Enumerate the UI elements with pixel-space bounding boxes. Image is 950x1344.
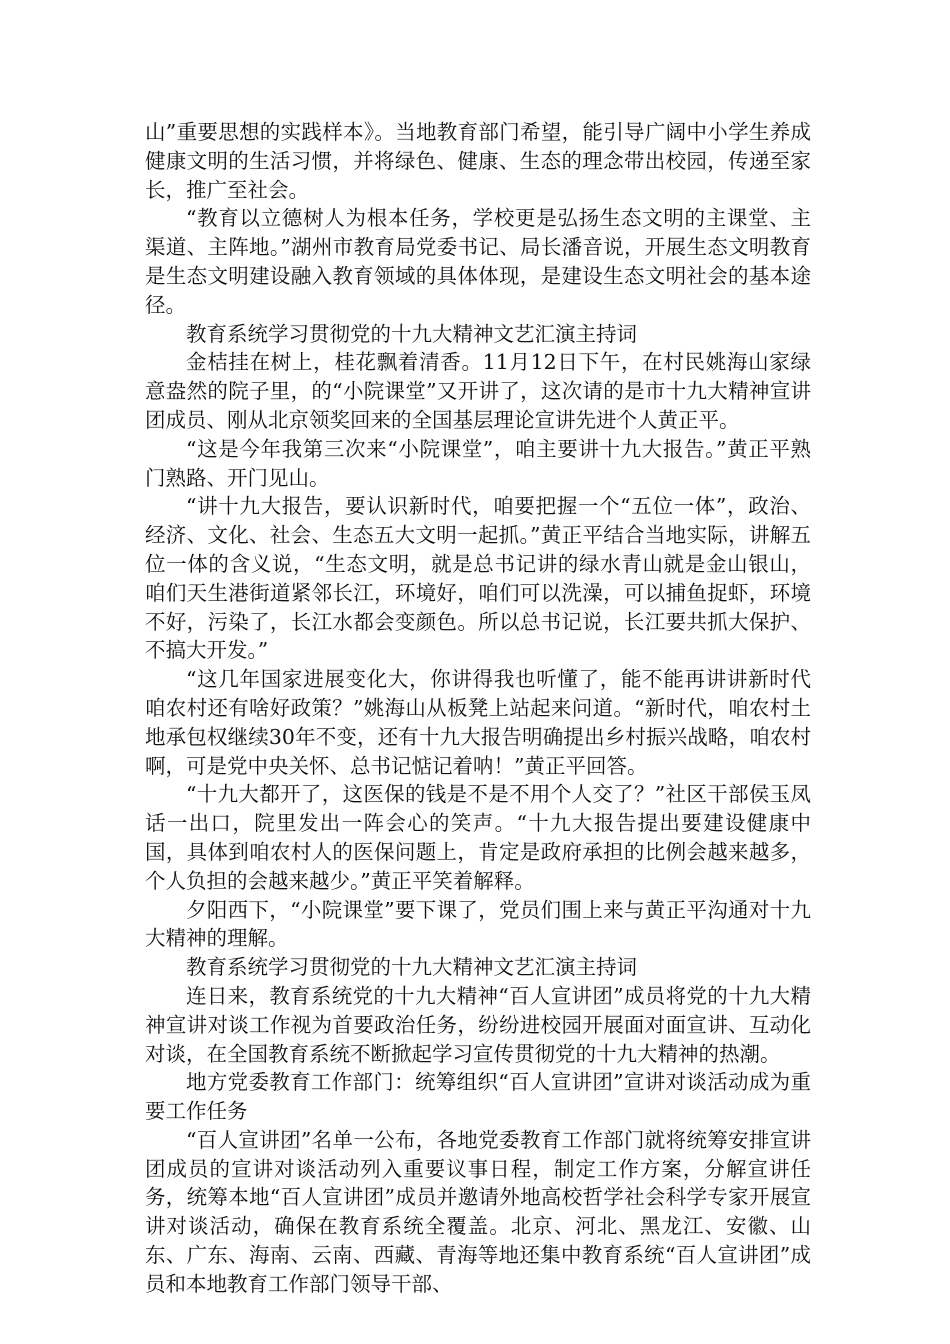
subsection-heading: 地方党委教育工作部门：统筹组织“百人宣讲团”宣讲对谈活动成为重要工作任务 bbox=[145, 1070, 811, 1124]
section-heading: 教育系统学习贯彻党的十九大精神文艺汇演主持词 bbox=[186, 321, 637, 346]
paragraph: “教育以立德树人为根本任务，学校更是弘扬生态文明的主课堂、主渠道、主阵地。”湖州市教育局党委书记、局长潘音说，开展生态文明教育是生态文明建设融入教育领域的具体体现，是建设生态文明社会的基本途径。 bbox=[145, 206, 811, 317]
document-page bbox=[145, 118, 811, 1299]
section-heading: 教育系统学习贯彻党的十九大精神文艺汇演主持词 bbox=[186, 955, 637, 980]
paragraph: “十九大都开了，这医保的钱是不是不用个人交了？”社区干部侯玉凤话一出口，院里发出一阵会心的笑声。“十九大报告提出要建设健康中国，具体到咱农村人的医保问题上，肯定是政府承担的比例会越来越多，个人负担的会越来越少。”黄正平笑着解释。 bbox=[145, 782, 811, 893]
paragraph: “这是今年我第三次来“小院课堂”，咱主要讲十九大报告。”黄正平熟门熟路、开门见山。 bbox=[145, 436, 811, 490]
paragraph: 金桔挂在树上，桂花飘着清香。11月12日下午，在村民姚海山家绿意盎然的院子里，的“小院课堂”又开讲了，这次请的是市十九大精神宣讲团成员、刚从北京领奖回来的全国基层理论宣讲先进个人黄正平。 bbox=[145, 350, 811, 432]
paragraph: “这几年国家进展变化大，你讲得我也听懂了，能不能再讲讲新时代咱农村还有啥好政策？”姚海山从板凳上站起来问道。“新时代，咱农村土地承包权继续30年不变，还有十九大报告明确提出乡村振兴战略，咱农村啊，可是党中央关怀、总书记惦记着呐！”黄正平回答。 bbox=[145, 667, 811, 778]
paragraph: 夕阳西下，“小院课堂”要下课了，党员们围上来与黄正平沟通对十九大精神的理解。 bbox=[145, 897, 811, 951]
paragraph: 连日来，教育系统党的十九大精神“百人宣讲团”成员将党的十九大精神宣讲对谈工作视为首要政治任务，纷纷进校园开展面对面宣讲、互动化对谈，在全国教育系统不断掀起学习宣传贯彻党的十九大精神的热潮。 bbox=[145, 983, 811, 1066]
paragraph: “讲十九大报告，要认识新时代，咱要把握一个“五位一体”，政治、经济、文化、社会、生态五大文明一起抓。”黄正平结合当地实际，讲解五位一体的含义说，“生态文明，就是总书记讲的绿水青山就是金山银山，咱们天生港街道紧邻长江，环境好，咱们可以洗澡，可以捕鱼捉虾，环境不好，污染了，长江水都会变颜色。所以总书记说，长江要共抓大保护、不搞大开发。” bbox=[145, 494, 811, 663]
paragraph: “百人宣讲团”名单一公布，各地党委教育工作部门就将统筹安排宣讲团成员的宣讲对谈活动列入重要议事日程，制定工作方案，分解宣讲任务，统筹本地“百人宣讲团”成员并邀请外地高校哲学社会科学专家开展宣讲对谈活动，确保在教育系统全覆盖。北京、河北、黑龙江、安徽、山东、广东、海南、云南、西藏、青海等地还集中教育系统“百人宣讲团”成员和本地教育工作部门领导干部、 bbox=[145, 1127, 811, 1296]
paragraph: 山”重要思想的实践样本》。当地教育部门希望，能引导广阔中小学生养成健康文明的生活习惯，并将绿色、健康、生态的理念带出校园，传递至家长，推广至社会。 bbox=[145, 120, 811, 202]
